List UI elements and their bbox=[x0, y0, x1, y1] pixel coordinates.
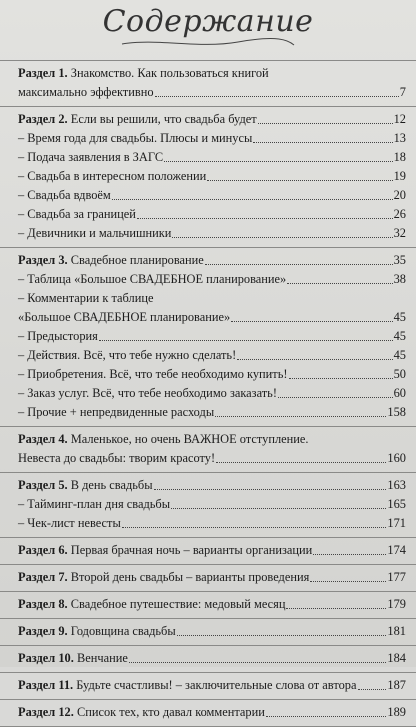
page-number: 12 bbox=[393, 112, 406, 126]
toc-entry[interactable] bbox=[0, 308, 416, 327]
toc-entry-text bbox=[18, 289, 153, 308]
dot-leader bbox=[154, 489, 386, 490]
section-title: – Таблица «Большое СВАДЕБНОЕ планирование» bbox=[18, 272, 287, 286]
toc-entry[interactable] bbox=[0, 384, 416, 403]
dot-leader bbox=[112, 199, 393, 200]
section-title: Если вы решили, что свадьба будет bbox=[70, 112, 257, 126]
page-number: 187 bbox=[387, 678, 406, 692]
toc-entry-text bbox=[18, 403, 214, 422]
section-title: Маленькое, но очень ВАЖНОЕ отступление. bbox=[70, 432, 309, 446]
toc-entry[interactable] bbox=[0, 110, 416, 129]
toc-section bbox=[0, 472, 416, 537]
toc-entry[interactable] bbox=[0, 703, 416, 722]
toc-entry-text bbox=[18, 476, 153, 495]
section-title: – Действия. Всё, что тебе нужно сделать! bbox=[18, 348, 237, 362]
dot-leader bbox=[216, 462, 386, 463]
page-number: 60 bbox=[393, 386, 406, 400]
toc-entry-text bbox=[18, 83, 154, 102]
dot-leader bbox=[231, 321, 393, 322]
page-title: Содержание bbox=[102, 4, 314, 39]
toc-entry-text bbox=[18, 703, 265, 722]
page-number: 13 bbox=[393, 131, 406, 145]
toc-entry-text bbox=[18, 186, 111, 205]
section-title: Годовщина свадьбы bbox=[70, 624, 176, 638]
toc-entry-text bbox=[18, 430, 309, 449]
section-title: – Время года для свадьбы. Плюсы и минусы bbox=[18, 131, 253, 145]
dot-leader bbox=[286, 608, 386, 609]
table-of-contents bbox=[0, 60, 416, 727]
page-number: 174 bbox=[387, 543, 406, 557]
dot-leader bbox=[358, 689, 386, 690]
page-number: 7 bbox=[399, 85, 406, 99]
toc-section bbox=[0, 106, 416, 247]
dot-leader bbox=[310, 581, 386, 582]
toc-entry[interactable] bbox=[0, 541, 416, 560]
toc-section bbox=[0, 60, 416, 106]
section-title: Свадебное путешествие: медовый месяц bbox=[70, 597, 286, 611]
dot-leader bbox=[207, 180, 393, 181]
section-title: – Приобретения. Всё, что тебе необходимо купить! bbox=[18, 367, 288, 381]
section-number: Раздел 7. bbox=[18, 570, 68, 584]
toc-entry-text bbox=[18, 365, 288, 384]
dot-leader bbox=[287, 283, 393, 284]
toc-entry[interactable] bbox=[0, 224, 416, 243]
toc-entry-text bbox=[18, 541, 312, 560]
section-title: – Предыстория bbox=[18, 329, 98, 343]
toc-entry[interactable] bbox=[0, 568, 416, 587]
toc-section bbox=[0, 426, 416, 472]
toc-entry[interactable] bbox=[0, 476, 416, 495]
page-number: 179 bbox=[387, 597, 406, 611]
section-title: – Подача заявления в ЗАГС bbox=[18, 150, 164, 164]
section-number: Раздел 2. bbox=[18, 112, 68, 126]
toc-entry-text bbox=[18, 64, 269, 83]
toc-section bbox=[0, 618, 416, 645]
toc-entry-text bbox=[18, 622, 176, 641]
section-number: Раздел 6. bbox=[18, 543, 68, 557]
toc-entry[interactable] bbox=[0, 129, 416, 148]
toc-entry-text bbox=[18, 676, 357, 695]
toc-entry[interactable] bbox=[0, 365, 416, 384]
page-number: 181 bbox=[387, 624, 406, 638]
section-title: – Свадьба вдвоём bbox=[18, 188, 111, 202]
section-title: – Заказ услуг. Всё, что тебе необходимо заказать! bbox=[18, 386, 277, 400]
toc-entry[interactable] bbox=[0, 649, 416, 668]
section-number: Раздел 5. bbox=[18, 478, 68, 492]
section-number: Раздел 10. bbox=[18, 651, 74, 665]
page-number: 20 bbox=[393, 188, 406, 202]
toc-entry[interactable] bbox=[0, 251, 416, 270]
toc-entry[interactable] bbox=[0, 64, 416, 83]
page-number: 35 bbox=[393, 253, 406, 267]
toc-entry[interactable] bbox=[0, 186, 416, 205]
toc-entry-text bbox=[18, 595, 285, 614]
page-number: 163 bbox=[387, 478, 406, 492]
toc-entry-text bbox=[18, 568, 309, 587]
dot-leader bbox=[172, 237, 393, 238]
toc-entry[interactable] bbox=[0, 167, 416, 186]
page-number: 50 bbox=[393, 367, 406, 381]
section-title: – Тайминг-план дня свадьбы bbox=[18, 497, 171, 511]
toc-entry[interactable] bbox=[0, 270, 416, 289]
page-number: 38 bbox=[393, 272, 406, 286]
toc-entry[interactable] bbox=[0, 622, 416, 641]
toc-section bbox=[0, 537, 416, 564]
toc-entry-text bbox=[18, 514, 121, 533]
toc-section bbox=[0, 645, 416, 672]
section-title: – Комментарии к таблице bbox=[18, 291, 154, 305]
toc-entry[interactable] bbox=[0, 430, 416, 449]
section-number: Раздел 8. bbox=[18, 597, 68, 611]
section-title: – Чек-лист невесты bbox=[18, 516, 121, 530]
page-number: 189 bbox=[387, 705, 406, 719]
toc-entry[interactable] bbox=[0, 514, 416, 533]
toc-entry-text bbox=[18, 449, 215, 468]
toc-entry[interactable] bbox=[0, 403, 416, 422]
toc-entry-text bbox=[18, 327, 98, 346]
toc-entry-text bbox=[18, 270, 286, 289]
toc-section bbox=[0, 672, 416, 699]
dot-leader bbox=[171, 508, 386, 509]
dot-leader bbox=[205, 264, 393, 265]
section-title: Список тех, кто давал комментарии bbox=[76, 705, 265, 719]
dot-leader bbox=[258, 123, 393, 124]
section-title: Второй день свадьбы – варианты проведения bbox=[70, 570, 310, 584]
section-title: Свадебное планирование bbox=[70, 253, 204, 267]
page-number: 18 bbox=[393, 150, 406, 164]
page-number: 171 bbox=[387, 516, 406, 530]
toc-entry[interactable] bbox=[0, 346, 416, 365]
toc-entry[interactable] bbox=[0, 327, 416, 346]
toc-entry-text bbox=[18, 649, 128, 668]
toc-entry[interactable] bbox=[0, 289, 416, 308]
dot-leader bbox=[155, 96, 399, 97]
page-number: 184 bbox=[387, 651, 406, 665]
toc-entry-text bbox=[18, 384, 277, 403]
dot-leader bbox=[137, 218, 393, 219]
page-number: 32 bbox=[393, 226, 406, 240]
page-number: 26 bbox=[393, 207, 406, 221]
section-number: Раздел 11. bbox=[18, 678, 74, 692]
toc-entry-text bbox=[18, 205, 136, 224]
page-number: 45 bbox=[393, 310, 406, 324]
section-title: – Свадьба за границей bbox=[18, 207, 136, 221]
section-number: Раздел 3. bbox=[18, 253, 68, 267]
toc-entry[interactable] bbox=[0, 148, 416, 167]
section-number: Раздел 4. bbox=[18, 432, 68, 446]
toc-section bbox=[0, 564, 416, 591]
toc-entry[interactable] bbox=[0, 205, 416, 224]
page-number: 160 bbox=[387, 451, 406, 465]
section-title: Невеста до свадьбы: творим красоту! bbox=[18, 451, 216, 465]
toc-entry[interactable] bbox=[0, 449, 416, 468]
dot-leader bbox=[289, 378, 393, 379]
dot-leader bbox=[122, 527, 386, 528]
section-title: – Девичники и мальчишники bbox=[18, 226, 172, 240]
page-number: 158 bbox=[387, 405, 406, 419]
page-number: 19 bbox=[393, 169, 406, 183]
page-number: 45 bbox=[393, 329, 406, 343]
section-title: «Большое СВАДЕБНОЕ планирование» bbox=[18, 310, 231, 324]
dot-leader bbox=[253, 142, 393, 143]
section-title: Будьте счастливы! – заключительные слова от автора bbox=[76, 678, 357, 692]
dot-leader bbox=[129, 662, 386, 663]
section-title: Венчание bbox=[76, 651, 128, 665]
page-number: 165 bbox=[387, 497, 406, 511]
section-title: – Прочие + непредвиденные расходы bbox=[18, 405, 215, 419]
toc-entry[interactable] bbox=[0, 495, 416, 514]
dot-leader bbox=[278, 397, 393, 398]
page-number: 45 bbox=[393, 348, 406, 362]
toc-entry-text bbox=[18, 308, 230, 327]
section-title: максимально эффективно bbox=[18, 85, 154, 99]
section-number: Раздел 12. bbox=[18, 705, 74, 719]
toc-section bbox=[0, 699, 416, 727]
dot-leader bbox=[177, 635, 386, 636]
section-number: Раздел 1. bbox=[18, 66, 68, 80]
toc-entry-text bbox=[18, 495, 170, 514]
toc-entry-text bbox=[18, 148, 163, 167]
toc-entry-text bbox=[18, 167, 206, 186]
section-title: – Свадьба в интересном положении bbox=[18, 169, 207, 183]
section-title: Первая брачная ночь – варианты организации bbox=[70, 543, 313, 557]
toc-entry-text bbox=[18, 251, 204, 270]
toc-entry[interactable] bbox=[0, 676, 416, 695]
toc-entry[interactable] bbox=[0, 83, 416, 102]
dot-leader bbox=[99, 340, 393, 341]
toc-section bbox=[0, 247, 416, 426]
page-number: 177 bbox=[387, 570, 406, 584]
toc-section bbox=[0, 591, 416, 618]
dot-leader bbox=[215, 416, 386, 417]
title-flourish bbox=[118, 36, 298, 50]
dot-leader bbox=[266, 716, 386, 717]
section-title: В день свадьбы bbox=[70, 478, 153, 492]
toc-entry[interactable] bbox=[0, 595, 416, 614]
section-number: Раздел 9. bbox=[18, 624, 68, 638]
dot-leader bbox=[237, 359, 393, 360]
toc-entry-text bbox=[18, 346, 236, 365]
dot-leader bbox=[164, 161, 393, 162]
toc-entry-text bbox=[18, 224, 171, 243]
dot-leader bbox=[313, 554, 386, 555]
section-title: Знакомство. Как пользоваться книгой bbox=[70, 66, 269, 80]
toc-entry-text bbox=[18, 110, 257, 129]
toc-entry-text bbox=[18, 129, 252, 148]
